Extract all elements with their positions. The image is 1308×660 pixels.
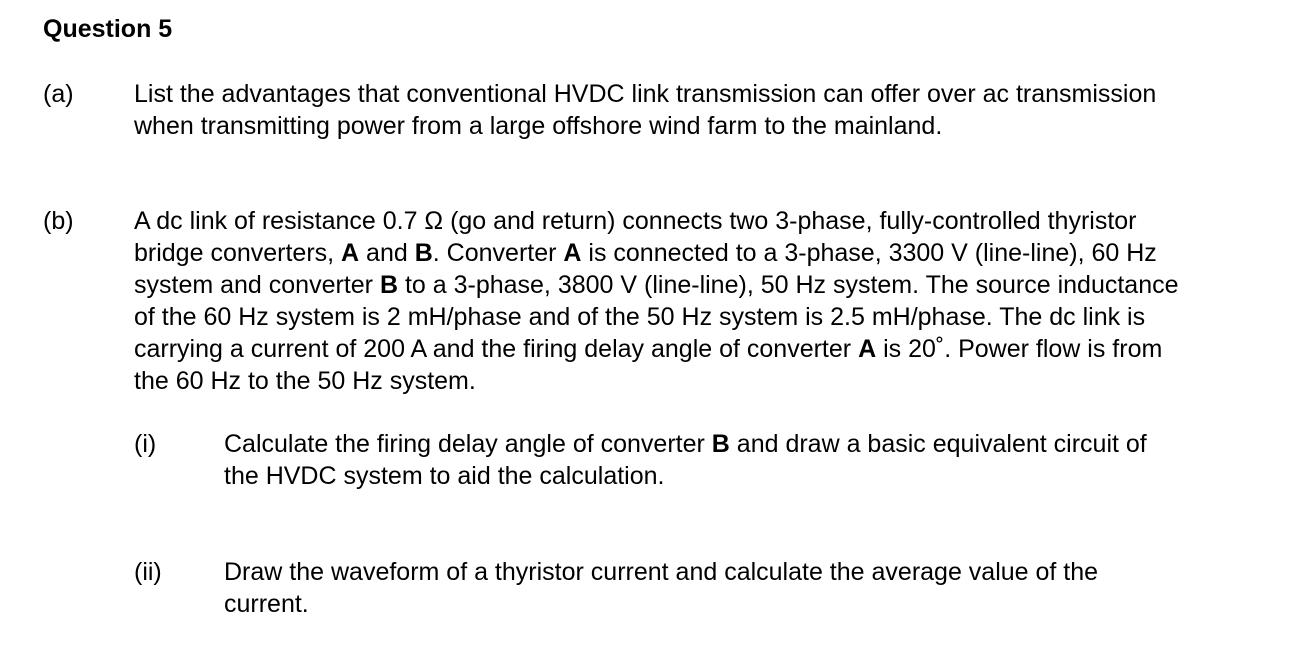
text-segment: Calculate the firing delay angle of converter [224,430,712,458]
text-line [224,428,1147,460]
text-line [134,333,1179,365]
bold-converter-label: A [563,239,582,267]
text-line [134,269,1179,301]
text-line [134,205,1179,237]
bold-converter-label: A [341,239,360,267]
part-b-i-label: (i) [134,430,157,458]
text-line [224,556,1098,588]
text-line [134,237,1179,269]
part-b-ii-text [224,556,1098,620]
bold-converter-label: B [414,239,433,267]
text-segment: current. [224,590,309,618]
part-a-text [134,78,1156,142]
bold-converter-label: B [711,430,730,458]
bold-converter-label: B [379,271,398,299]
text-line [134,365,1179,397]
part-b-text [134,205,1179,397]
part-b-ii-label: (ii) [134,558,162,586]
text-line [224,588,1098,620]
text-segment: to a 3-phase, 3800 V (line-line), 50 Hz system. The source inductance [398,271,1179,299]
part-a-label: (a) [43,80,74,108]
part-b-i-text [224,428,1147,492]
text-segment: is connected to a 3-phase, 3300 V (line-line), 60 Hz [581,239,1157,267]
text-segment: and [359,239,415,267]
text-segment: system and converter [134,271,380,299]
bold-converter-label: A [858,335,877,363]
text-segment: and draw a basic equivalent circuit of [729,430,1147,458]
text-segment: the HVDC system to aid the calculation. [224,462,665,490]
question-title: Question 5 [43,15,173,43]
part-a-line: List the advantages that conventional HVDC link transmission can offer over ac transmission [134,80,1157,108]
part-b-label: (b) [43,207,74,235]
text-segment: of the 60 Hz system is 2 mH/phase and of the 50 Hz system is 2.5 mH/phase. The dc link is [134,303,1146,331]
text-segment: Draw the waveform of a thyristor current and calculate the average value of the [224,558,1099,586]
text-line [134,301,1179,333]
text-segment: the 60 Hz to the 50 Hz system. [134,367,476,395]
text-line [224,460,1147,492]
text-segment: A dc link of resistance 0.7 Ω (go and return) connects two 3-phase, fully-controlled thyristor [134,207,1137,235]
text-segment: bridge converters, [134,239,342,267]
text-segment: is 20˚. Power flow is from [876,335,1163,363]
text-segment: carrying a current of 200 A and the firing delay angle of converter [134,335,859,363]
part-a-line: when transmitting power from a large offshore wind farm to the mainland. [134,112,943,140]
text-segment: . Converter [432,239,564,267]
